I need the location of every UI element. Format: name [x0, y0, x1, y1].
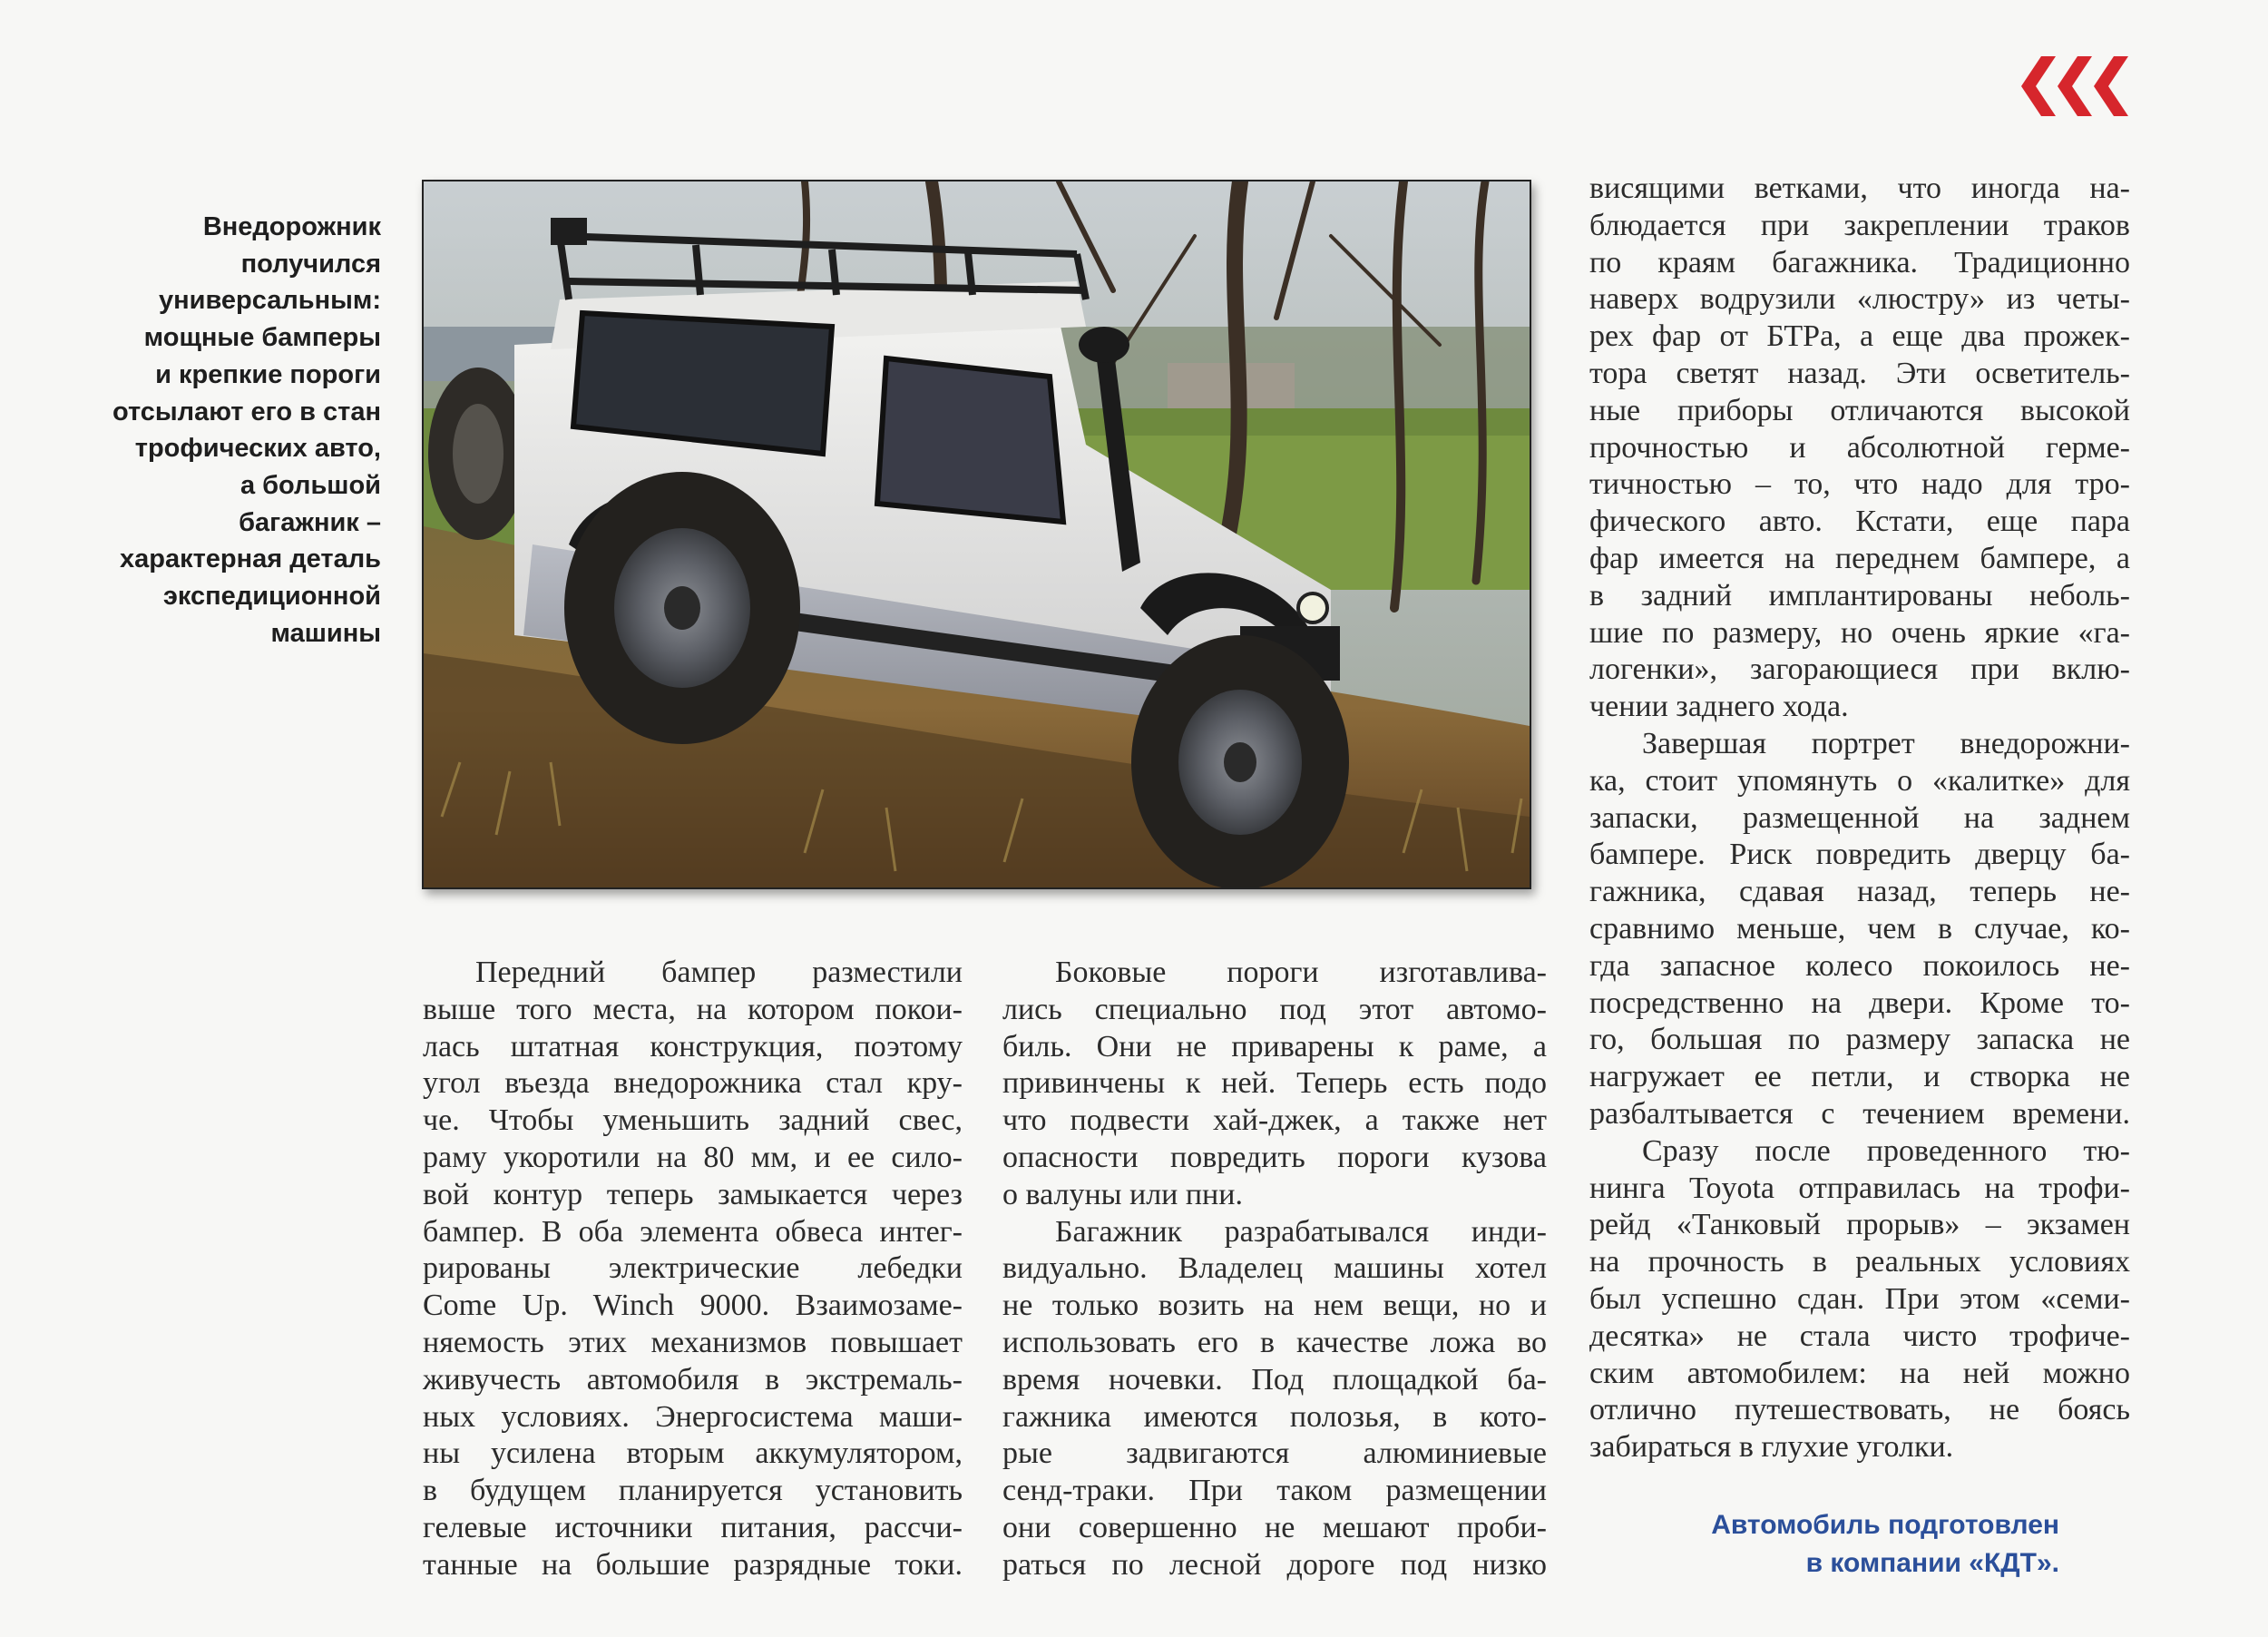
caption-line: получился: [240, 249, 381, 279]
body-line: ка, стоит упомянуть о «калитке» для: [1589, 763, 2130, 798]
caption-line: мощные бамперы: [143, 323, 381, 353]
body-line: время ночевки. Под площадкой ба-: [1002, 1362, 1547, 1397]
body-line: лась штатная конструкция, поэтому: [423, 1029, 963, 1064]
body-line: опасности повредить пороги кузова: [1002, 1140, 1547, 1174]
caption-line: а большой: [240, 470, 381, 500]
body-line: гелевые источники питания, рассчи-: [423, 1510, 963, 1544]
body-line: они совершенно не мешают проби-: [1002, 1510, 1547, 1544]
photo-caption: [64, 209, 381, 652]
body-line: видуально. Владелец машины хотел: [1002, 1251, 1547, 1286]
caption-line: Внедорожник: [202, 212, 381, 241]
body-line: фического авто. Кстати, еще пара: [1589, 505, 2130, 539]
caption-line: машины: [270, 618, 381, 648]
body-line: ским автомобилем: на ней можно: [1589, 1356, 2130, 1390]
body-line: живучесть автомобиля в экстремаль-: [423, 1362, 963, 1397]
body-line: раму укоротили на 80 мм, и ее сило-: [423, 1140, 963, 1174]
body-line: го, большая по размеру запаска не: [1589, 1023, 2130, 1057]
body-line: угол въезда внедорожника стал кру-: [423, 1066, 963, 1101]
body-line: выше того места, на котором покои-: [423, 992, 963, 1026]
body-line: в задний имплантированы неболь-: [1589, 578, 2130, 613]
triple-chevron-left-icon: [2021, 56, 2130, 116]
body-line: гда запасное колесо покоилось не-: [1589, 948, 2130, 983]
body-line: ны усилена вторым аккумулятором,: [423, 1436, 963, 1471]
body-line: в будущем планируется установить: [423, 1474, 963, 1508]
body-line: сенд-траки. При таком размещении: [1002, 1474, 1547, 1508]
body-line: Завершая портрет внедорожни-: [1642, 726, 2130, 760]
body-line: Come Up. Winch 9000. Взаимозаме-: [423, 1289, 963, 1323]
body-line: лись специально под этот автомо-: [1002, 992, 1547, 1026]
body-line: на прочность в реальных условиях: [1589, 1245, 2130, 1279]
body-line: гажника имеются полозья, в кото-: [1002, 1399, 1547, 1434]
body-line: гажника, сдавая назад, теперь не-: [1589, 875, 2130, 909]
body-line: о валуны или пни.: [1002, 1177, 1243, 1211]
body-line: рейд «Танковый прорыв» – экзамен: [1589, 1208, 2130, 1242]
body-line: Боковые пороги изготавлива-: [1055, 956, 1547, 989]
body-line: наверх водрузили «люстру» из четы-: [1589, 282, 2130, 317]
caption-line: багажник –: [239, 507, 381, 537]
text-column-3: [1589, 171, 2130, 1466]
body-line: висящими ветками, что иногда на-: [1589, 172, 2130, 205]
body-line: был успешно сдан. При этом «семи-: [1589, 1281, 2130, 1316]
body-line: отлично путешествовать, не боясь: [1589, 1393, 2130, 1427]
body-line: нинга Toyota отправилась на трофи-: [1589, 1171, 2130, 1205]
body-line: привинчены к ней. Теперь есть подо: [1002, 1066, 1547, 1101]
body-line: тичностью – то, что надо для тро-: [1589, 467, 2130, 502]
body-line: использовать его в качестве ложа во: [1002, 1325, 1547, 1359]
body-line: рые задвигаются алюминиевые: [1002, 1436, 1547, 1471]
text-column-2: [1002, 955, 1547, 1584]
body-line: запаски, размещенной на заднем: [1589, 800, 2130, 835]
body-line: бампер. В оба элемента обвеса интег-: [423, 1214, 963, 1249]
body-line: чении заднего хода.: [1589, 690, 1849, 724]
caption-line: и крепкие пороги: [155, 359, 381, 389]
body-line: танные на большие разрядные токи.: [423, 1547, 963, 1582]
preparation-credit: [1579, 1506, 2059, 1583]
body-line: прочностью и абсолютной герме-: [1589, 430, 2130, 465]
body-line: шие по размеру, но очень яркие «га-: [1589, 615, 2130, 650]
offroad-vehicle-illustration: [424, 181, 1530, 887]
body-line: няемость этих механизмов повышает: [423, 1325, 963, 1359]
body-line: Сразу после проведенного тю-: [1642, 1133, 2130, 1168]
body-line: логенки», загорающиеся при вклю-: [1589, 652, 2130, 687]
body-line: бампере. Риск повредить дверцу ба-: [1589, 838, 2130, 872]
body-line: посредственно на двери. Кроме то-: [1589, 985, 2130, 1020]
caption-line: трофических авто,: [134, 434, 381, 464]
body-line: рех фар от БТРа, а еще два прожек-: [1589, 319, 2130, 354]
body-line: тора светят назад. Эти осветитель-: [1589, 356, 2130, 390]
text-column-1: [423, 955, 963, 1584]
body-line: десятка» не стала чисто трофиче-: [1589, 1318, 2130, 1353]
body-line: рированы электрические лебедки: [423, 1251, 963, 1286]
caption-line: универсальным:: [158, 286, 381, 316]
body-line: забираться в глухие уголки.: [1589, 1430, 1954, 1465]
caption-line: характерная деталь: [119, 544, 381, 574]
body-line: по краям багажника. Традиционно: [1589, 245, 2130, 279]
body-line: сравнимо меньше, чем в случае, ко-: [1589, 911, 2130, 946]
credit-line: Автомобиль подготовлен: [1711, 1510, 2059, 1540]
credit-line: в компании «КДТ».: [1805, 1548, 2059, 1578]
body-line: нагружает ее петли, и створка не: [1589, 1060, 2130, 1094]
body-line: биль. Они не приварены к раме, а: [1002, 1029, 1547, 1064]
body-line: раться по лесной дороге под низко: [1002, 1547, 1547, 1582]
body-line: ных условиях. Энергосистема маши-: [423, 1399, 963, 1434]
body-line: блюдается при закреплении траков: [1589, 208, 2130, 242]
body-line: фар имеется на переднем бампере, а: [1589, 541, 2130, 575]
body-line: Багажник разрабатывался инди-: [1055, 1214, 1547, 1249]
body-line: че. Чтобы уменьшить задний свес,: [423, 1103, 963, 1138]
caption-line: отсылают его в стан: [112, 397, 381, 426]
body-line: ные приборы отличаются высокой: [1589, 393, 2130, 427]
body-line: Передний бампер разместили: [475, 956, 963, 989]
body-line: не только возить на нем вещи, но и: [1002, 1289, 1547, 1323]
body-line: разбалтывается с течением времени.: [1589, 1096, 2130, 1131]
body-line: вой контур теперь замыкается через: [423, 1177, 963, 1211]
body-line: что подвести хай-джек, а также нет: [1002, 1103, 1547, 1138]
caption-line: экспедиционной: [162, 582, 381, 612]
vehicle-photo: [422, 180, 1531, 889]
